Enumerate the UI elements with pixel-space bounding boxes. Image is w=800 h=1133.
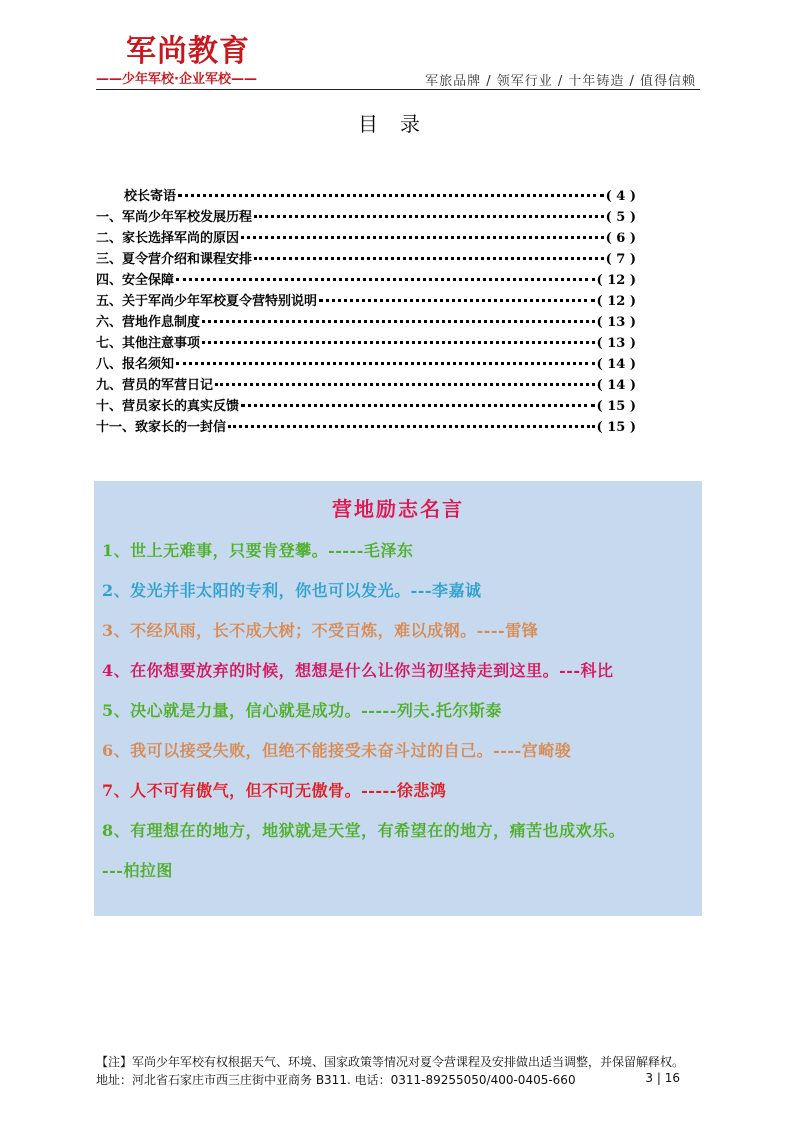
toc-leader-dots (319, 285, 595, 302)
motto-title: 营地励志名言 (332, 497, 464, 521)
toc-entry-page: ( 4 ) (605, 189, 636, 204)
toc-entry-page: ( 12 ) (596, 294, 636, 309)
toc-leader-dots (176, 348, 595, 365)
toc-entry-page: ( 14 ) (596, 357, 636, 372)
footer-note: 【注】军尚少年军校有权根据天气、环境、国家政策等情况对夏令营课程及安排做出适当调整，并保留解释权。 (96, 1055, 685, 1069)
toc-entry-page: ( 5 ) (605, 210, 636, 225)
toc-entry-label: 校长寄语 (124, 189, 177, 204)
toc-entry-label: 三、夏令营介绍和课程安排 (96, 252, 253, 267)
footer-contact (96, 1071, 704, 1089)
toc-entry-label: 四、安全保障 (96, 273, 175, 288)
motto-quote: 8、有理想在的地方，地狱就是天堂，有希望在的地方，痛苦也成欢乐。 (102, 821, 626, 840)
toc-entry-label: 九、营员的军营日记 (96, 378, 214, 393)
page-number: 3 | 16 (645, 1071, 680, 1085)
toc-entry-label: 五、关于军尚少年军校夏令营特别说明 (96, 294, 318, 309)
brand-logo-text: 军尚教育 (126, 34, 250, 69)
toc-leader-dots (254, 243, 604, 260)
motto-quote: 3、不经风雨，长不成大树；不受百炼，难以成钢。----雷锋 (102, 621, 539, 640)
toc-entry-page: ( 6 ) (605, 231, 636, 246)
toc-leader-dots (215, 369, 595, 386)
toc-entry-label: 二、家长选择军尚的原因 (96, 231, 240, 246)
motto-quote: 2、发光并非太阳的专利，你也可以发光。---李嘉诚 (102, 581, 482, 600)
toc-entry[interactable] (96, 414, 636, 435)
toc-entry-label: 七、其他注意事项 (96, 336, 201, 351)
toc-leader-dots (241, 390, 595, 407)
toc-entry-page: ( 13 ) (596, 315, 636, 330)
toc-leader-dots (202, 306, 595, 323)
toc-leader-dots (241, 222, 604, 239)
toc-entry-page: ( 14 ) (596, 378, 636, 393)
toc-leader-dots (202, 327, 595, 344)
footer-address: 地址：河北省石家庄市西三庄街中亚商务 B311. 电话：0311-89255050/400-0405-660 (96, 1073, 576, 1087)
toc-entry-label: 十、营员家长的真实反馈 (96, 399, 240, 414)
toc-entry-label: 一、军尚少年军校发展历程 (96, 210, 253, 225)
page-header (96, 22, 700, 92)
toc-leader-dots (228, 411, 595, 428)
toc-entry-page: ( 15 ) (596, 399, 636, 414)
header-divider (96, 89, 700, 90)
header-slogan: 军旅品牌 / 领军行业 / 十年铸造 / 值得信赖 (425, 74, 696, 89)
table-of-contents (96, 183, 636, 435)
toc-entry-page: ( 13 ) (596, 336, 636, 351)
motto-panel (94, 481, 702, 916)
motto-quote: 6、我可以接受失败，但绝不能接受未奋斗过的自己。----宫崎骏 (102, 741, 572, 760)
toc-leader-dots (178, 180, 604, 197)
motto-quote: 4、在你想要放弃的时候，想想是什么让你当初坚持走到这里。---科比 (102, 661, 614, 680)
toc-leader-dots (176, 264, 595, 281)
toc-entry-label: 六、营地作息制度 (96, 315, 201, 330)
toc-entry-label: 十一、致家长的一封信 (96, 420, 227, 435)
toc-entry-label: 八、报名须知 (96, 357, 175, 372)
motto-quote: 7、人不可有傲气，但不可无傲骨。-----徐悲鸿 (102, 781, 447, 800)
toc-entry-page: ( 12 ) (596, 273, 636, 288)
toc-entry-page: ( 7 ) (605, 252, 636, 267)
motto-quote-author: ---柏拉图 (102, 861, 173, 880)
brand-subtitle: ——少年军校·企业军校—— (96, 72, 257, 87)
toc-leader-dots (254, 201, 604, 218)
motto-quote: 1、世上无难事，只要肯登攀。-----毛泽东 (102, 541, 414, 560)
motto-quote: 5、决心就是力量，信心就是成功。-----列夫.托尔斯泰 (102, 701, 502, 720)
toc-entry-page: ( 15 ) (596, 420, 636, 435)
page-footer (96, 1053, 704, 1089)
toc-title: 目录 (358, 112, 442, 136)
